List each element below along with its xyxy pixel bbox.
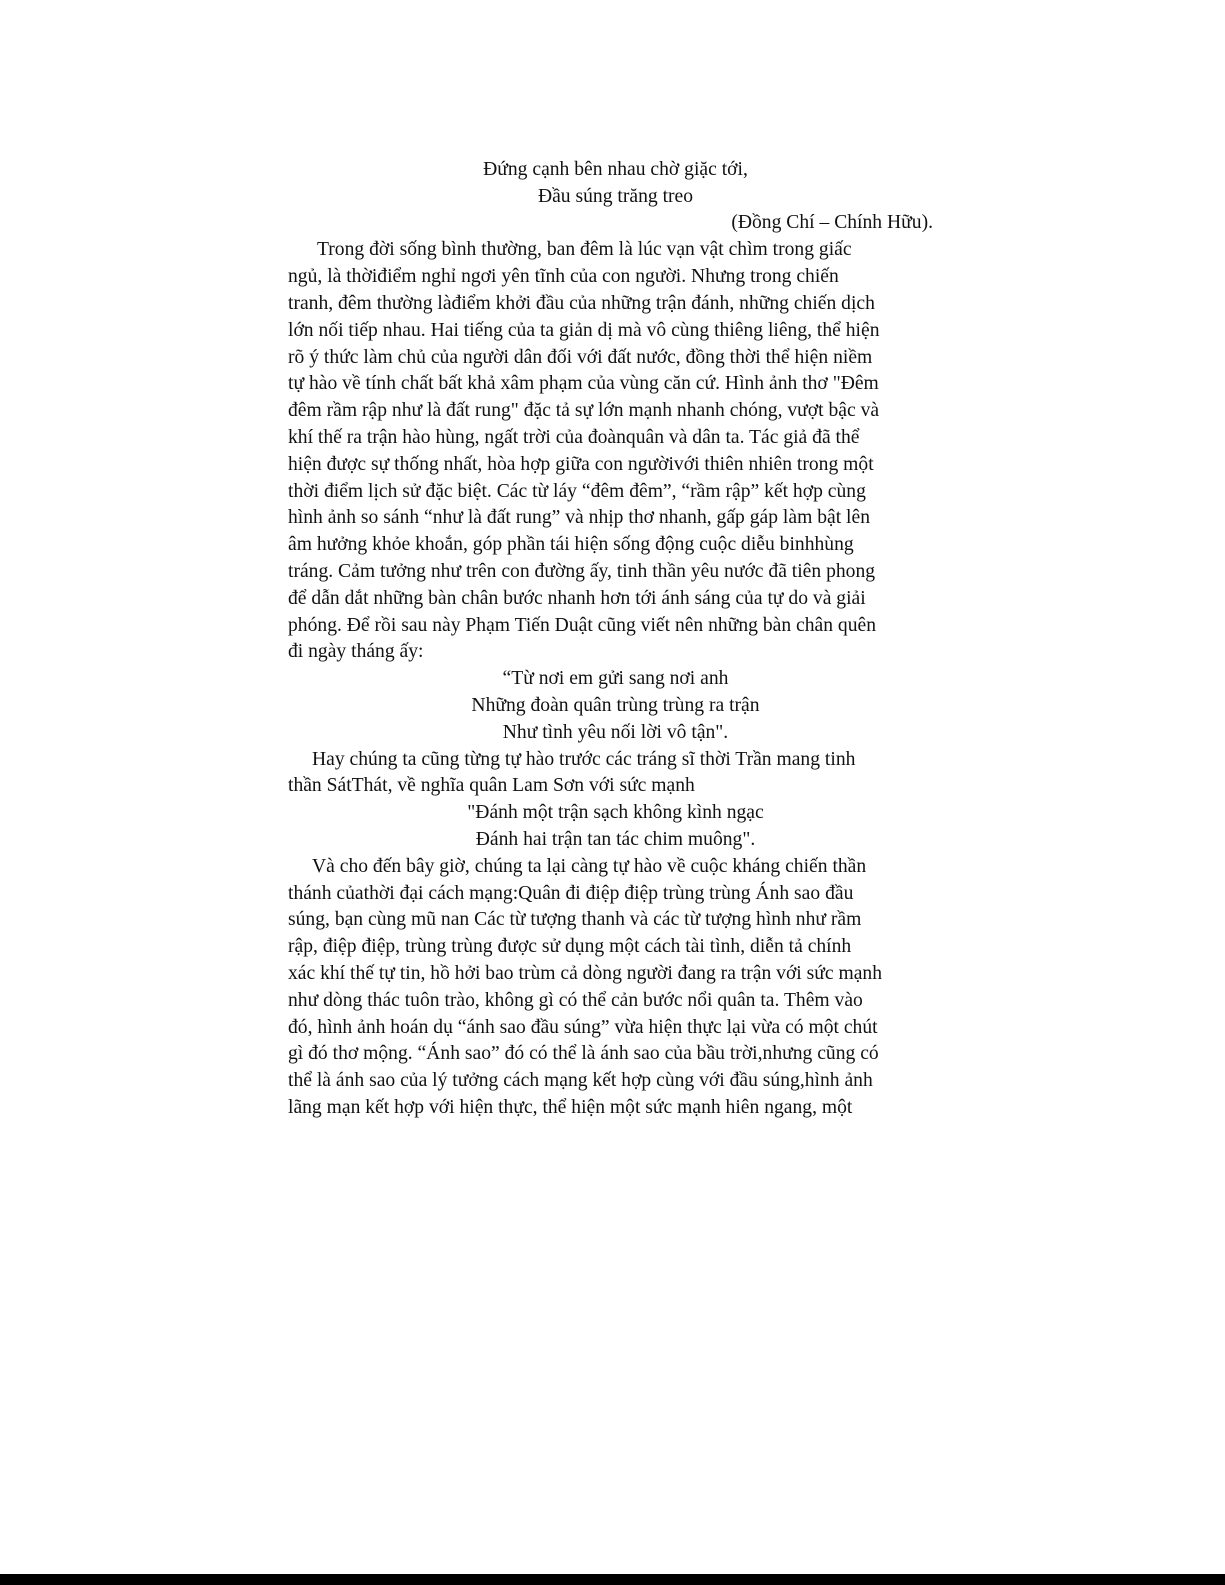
paragraph-3-line-4: rập, điệp điệp, trùng trùng được sử dụng một cách tài tình, diễn tả chính — [288, 936, 852, 957]
paragraph-1-line-5: rõ ý thức làm chủ của người dân đối với đất nước, đồng thời thể hiện niềm — [288, 347, 873, 368]
paragraph-3-line-7: đó, hình ảnh hoán dụ “ánh sao đầu súng” vừa hiện thực lại vừa có một chút — [288, 1017, 878, 1038]
paragraph-1-line-3: tranh, đêm thường làđiểm khởi đầu của những trận đánh, những chiến dịch — [288, 293, 875, 314]
citation: (Đồng Chí – Chính Hữu). — [731, 212, 933, 233]
paragraph-1-line-1: Trong đời sống bình thường, ban đêm là lúc vạn vật chìm trong giấc — [317, 239, 852, 260]
paragraph-2-line-1: Hay chúng ta cũng từng tự hào trước các tráng sĩ thời Trần mang tinh — [312, 749, 856, 770]
poem-2-line-2: Những đoàn quân trùng trùng ra trận — [471, 695, 760, 716]
paragraph-3-line-9: thể là ánh sao của lý tưởng cách mạng kết hợp cùng với đầu súng,hình ảnh — [288, 1070, 873, 1091]
paragraph-3-line-6: như dòng thác tuôn trào, không gì có thể cản bước nổi quân ta. Thêm vào — [288, 990, 863, 1011]
paragraph-1-line-12: âm hưởng khỏe khoắn, góp phần tái hiện sống động cuộc diễu binhhùng — [288, 534, 854, 555]
paragraph-1-line-10: thời điểm lịch sử đặc biệt. Các từ láy “đêm đêm”, “rầm rập” kết hợp cùng — [288, 481, 866, 502]
paragraph-1-line-16: đi ngày tháng ấy: — [288, 641, 424, 662]
paragraph-1-line-9: hiện được sự thống nhất, hòa hợp giữa con ngườivới thiên nhiên trong một — [288, 454, 874, 475]
paragraph-3-line-5: xác khí thế tự tin, hồ hởi bao trùm cả dòng người đang ra trận với sức mạnh — [288, 963, 883, 984]
paragraph-1-line-14: để dẫn dắt những bàn chân bước nhanh hơn tới ánh sáng của tự do và giải — [288, 588, 866, 609]
paragraph-1-line-8: khí thế ra trận hào hùng, ngất trời của đoànquân và dân ta. Tác giả đã thể — [288, 427, 860, 448]
bottom-black-bar — [0, 1574, 1225, 1585]
paragraph-3-line-10: lãng mạn kết hợp với hiện thực, thể hiện một sức mạnh hiên ngang, một — [288, 1097, 853, 1118]
poem-intro-line-1: Đứng cạnh bên nhau chờ giặc tới, — [483, 159, 748, 180]
paragraph-1-line-7: đêm rầm rập như là đất rung" đặc tả sự lớn mạnh nhanh chóng, vượt bậc và — [288, 400, 880, 421]
poem-2-line-1: “Từ nơi em gửi sang nơi anh — [502, 668, 729, 689]
paragraph-3-line-8: gì đó thơ mộng. “Ánh sao” đó có thể là ánh sao của bầu trời,nhưng cũng có — [288, 1043, 879, 1064]
paragraph-3-line-2: thánh củathời đại cách mạng:Quân đi điệp điệp trùng trùng Ánh sao đầu — [288, 883, 854, 904]
paragraph-1-line-6: tự hào về tính chất bất khả xâm phạm của vùng căn cứ. Hình ảnh thơ "Đêm — [288, 373, 879, 394]
paragraph-1-line-15: phóng. Để rồi sau này Phạm Tiến Duật cũng viết nên những bàn chân quên — [288, 615, 876, 636]
paragraph-3-line-1: Và cho đến bây giờ, chúng ta lại càng tự hào về cuộc kháng chiến thần — [312, 856, 867, 877]
paragraph-1-line-13: tráng. Cảm tưởng như trên con đường ấy, tinh thần yêu nước đã tiên phong — [288, 561, 876, 582]
paragraph-3-line-3: súng, bạn cùng mũ nan Các từ tượng thanh và các từ tượng hình như rầm — [288, 909, 862, 930]
paragraph-1-line-2: ngủ, là thờiđiểm nghỉ ngơi yên tĩnh của con người. Nhưng trong chiến — [288, 266, 839, 287]
poem-3-line-1: "Đánh một trận sạch không kình ngạc — [467, 802, 764, 823]
paragraph-2-line-2: thần SátThát, về nghĩa quân Lam Sơn với sức mạnh — [288, 775, 695, 796]
paragraph-1-line-11: hình ảnh so sánh “như là đất rung” và nhịp thơ nhanh, gấp gáp làm bật lên — [288, 507, 870, 528]
paragraph-1-line-4: lớn nối tiếp nhau. Hai tiếng của ta giản dị mà vô cùng thiêng liêng, thể hiện — [288, 320, 880, 341]
poem-intro-line-2: Đầu súng trăng treo — [537, 186, 694, 207]
poem-2-line-3: Như tình yêu nối lời vô tận". — [502, 722, 729, 743]
poem-3-line-2: Đánh hai trận tan tác chim muông". — [475, 829, 756, 850]
